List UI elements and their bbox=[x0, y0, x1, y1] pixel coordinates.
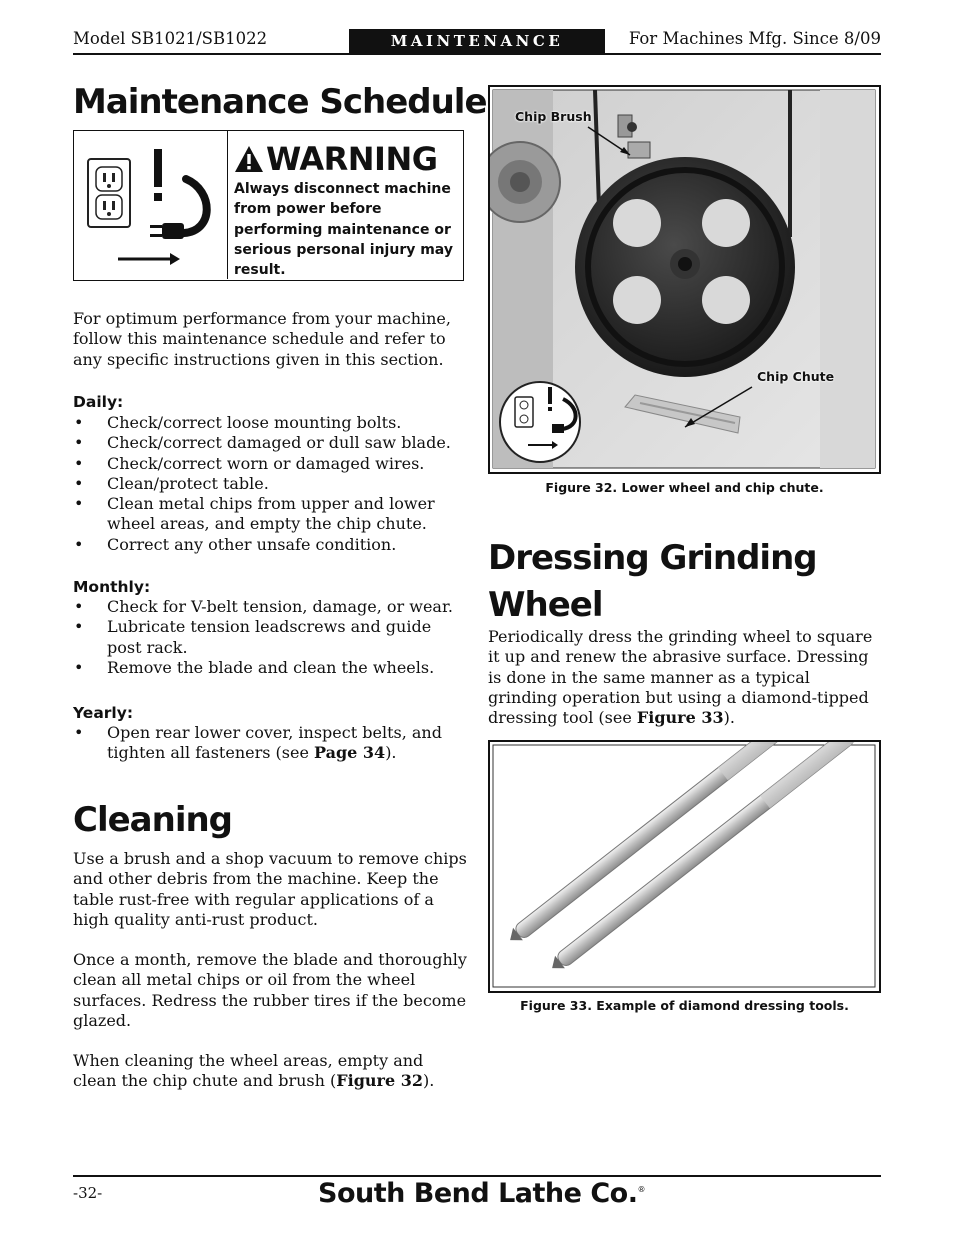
figure-32-caption: Figure 32. Lower wheel and chip chute. bbox=[545, 480, 824, 495]
chip-chute-label: Chip Chute bbox=[757, 369, 835, 384]
list-item: • Clean/protect table. bbox=[73, 474, 463, 494]
unplug-icon-cell bbox=[74, 131, 228, 279]
list-item: • Check/correct damaged or dull saw blade. bbox=[73, 433, 463, 453]
lower-wheel-photo bbox=[490, 87, 878, 471]
yearly-heading: Yearly: bbox=[73, 704, 134, 722]
page-number: -32- bbox=[73, 1184, 103, 1202]
warning-triangle-icon bbox=[234, 145, 264, 173]
monthly-heading: Monthly: bbox=[73, 578, 151, 596]
figure-33-caption: Figure 33. Example of diamond dressing tools. bbox=[520, 998, 849, 1013]
cleaning-paragraph-1: Use a brush and a shop vacuum to remove chips and other debris from the machine. Keep the table rust-free with regular applications of a high quality anti-rust product. bbox=[73, 849, 467, 929]
cleaning-heading: Cleaning bbox=[73, 800, 233, 840]
cleaning-paragraph-2: Once a month, remove the blade and thoroughly clean all metal chips or oil from the wheel surfaces. Redress the rubber tires if the become glazed. bbox=[73, 950, 467, 1030]
warning-box bbox=[73, 130, 464, 281]
header-since: For Machines Mfg. Since 8/09 bbox=[628, 29, 881, 48]
yearly-list bbox=[73, 723, 463, 764]
monthly-list bbox=[73, 597, 463, 678]
figure-32 bbox=[488, 85, 881, 474]
unplug-icon bbox=[74, 131, 227, 279]
brand-name: South Bend Lathe Co.® bbox=[318, 1178, 645, 1209]
list-item: • Check/correct worn or damaged wires. bbox=[73, 454, 463, 474]
dressing-paragraph: Periodically dress the grinding wheel to square it up and renew the abrasive surface. Dressing is done in the same manner as a typical grinding operation but using a diamond-tipped dressing tool (see Figure 33). bbox=[488, 627, 873, 728]
list-item: • Check/correct loose mounting bolts. bbox=[73, 413, 463, 433]
figure-33 bbox=[488, 740, 881, 993]
daily-heading: Daily: bbox=[73, 393, 124, 411]
list-item: • Remove the blade and clean the wheels. bbox=[73, 658, 463, 678]
list-item: • Correct any other unsafe condition. bbox=[73, 535, 463, 555]
list-item: • Check for V-belt tension, damage, or wear. bbox=[73, 597, 463, 617]
list-item: • Open rear lower cover, inspect belts, and tighten all fasteners (see Page 34). bbox=[73, 723, 463, 764]
schedule-intro: For optimum performance from your machine, follow this maintenance schedule and refer to any specific instructions given in this section. bbox=[73, 309, 451, 369]
dressing-tools-photo bbox=[490, 742, 878, 990]
page-reference: Page 34 bbox=[314, 743, 386, 763]
warning-title: WARNING bbox=[234, 139, 462, 179]
header-model: Model SB1021/SB1022 bbox=[73, 29, 268, 48]
figure-reference: Figure 33 bbox=[636, 708, 724, 728]
header-rule bbox=[73, 53, 881, 55]
list-item: • Clean metal chips from upper and lower wheel areas, and empty the chip chute. bbox=[73, 494, 463, 535]
cleaning-paragraph-3: When cleaning the wheel areas, empty and clean the chip chute and brush (Figure 32). bbox=[73, 1051, 435, 1091]
figure-reference: Figure 32 bbox=[336, 1071, 423, 1091]
list-item: • Lubricate tension leadscrews and guide post rack. bbox=[73, 617, 463, 658]
dressing-heading: Dressing Grinding Wheel bbox=[488, 538, 817, 625]
warning-text-cell bbox=[234, 139, 462, 280]
warning-text: Always disconnect machine from power before performing maintenance or serious personal injury may result. bbox=[234, 181, 453, 279]
maintenance-schedule-heading: Maintenance Schedule bbox=[73, 82, 487, 122]
registered-mark-icon: ® bbox=[637, 1185, 645, 1194]
chip-brush-label: Chip Brush bbox=[515, 109, 592, 124]
footer-rule bbox=[73, 1175, 881, 1177]
daily-list bbox=[73, 413, 463, 555]
header-section: MAINTENANCE bbox=[349, 29, 605, 54]
